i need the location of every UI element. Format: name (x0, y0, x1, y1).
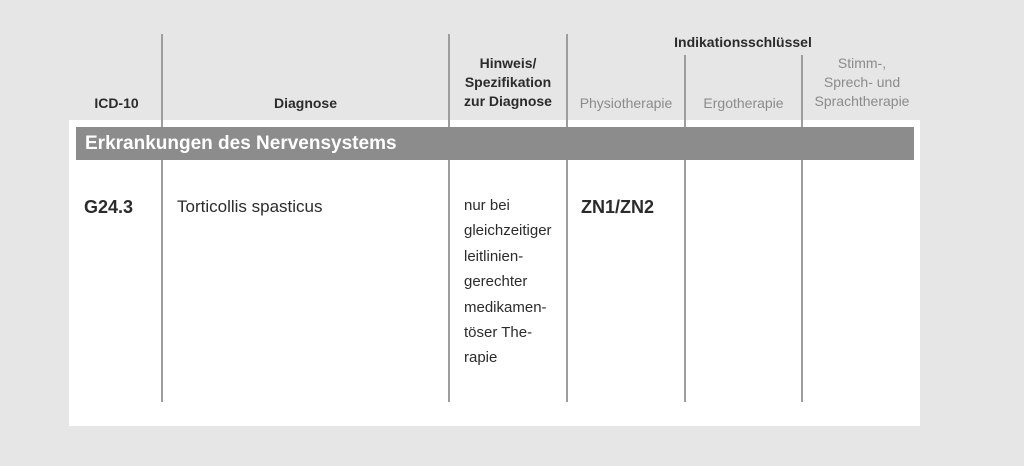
header-hinweis (450, 54, 566, 111)
section-title: Erkrankungen des Nervensystems (85, 133, 397, 154)
cell-hinweis-line-3: leitlinien- (464, 247, 524, 265)
divider-icd-diagnose (161, 34, 163, 402)
header-stimm-line-2: Sprech- und (823, 74, 901, 90)
header-physiotherapie: Physiotherapie (579, 95, 673, 111)
header-stimm-line-3: Sprachtherapie (814, 93, 910, 109)
cell-hinweis-line-4: gerechter (464, 273, 528, 291)
header-hinweis-line-1: Hinweis/ (479, 55, 537, 71)
header-ergotherapie: Ergotherapie (703, 95, 784, 111)
cell-diagnose: Torticollis spasticus (177, 197, 323, 216)
header-diagnose: Diagnose (273, 95, 337, 111)
cell-hinweis (464, 193, 574, 371)
cell-hinweis-line-6: töser The- (464, 324, 533, 342)
header-group-indikationsschluessel: Indikationsschlüssel (674, 34, 812, 50)
cell-icd-code: G24.3 (84, 197, 134, 217)
header-hinweis-line-3: zur Diagnose (464, 93, 552, 109)
header-stimm-sprech-sprachtherapie (803, 54, 921, 111)
header-hinweis-line-2: Spezifikation (464, 74, 552, 90)
cell-hinweis-line-5: medikamen- (464, 298, 547, 316)
cell-hinweis-line-1: nur bei (464, 197, 510, 214)
cell-physiotherapie-key: ZN1/ZN2 (581, 197, 655, 217)
header-icd10: ICD-10 (94, 95, 139, 111)
cell-hinweis-line-7: rapie (464, 349, 498, 367)
header-stimm-line-1: Stimm-, (837, 55, 887, 71)
cell-hinweis-line-2: gleichzeitiger (464, 222, 552, 240)
